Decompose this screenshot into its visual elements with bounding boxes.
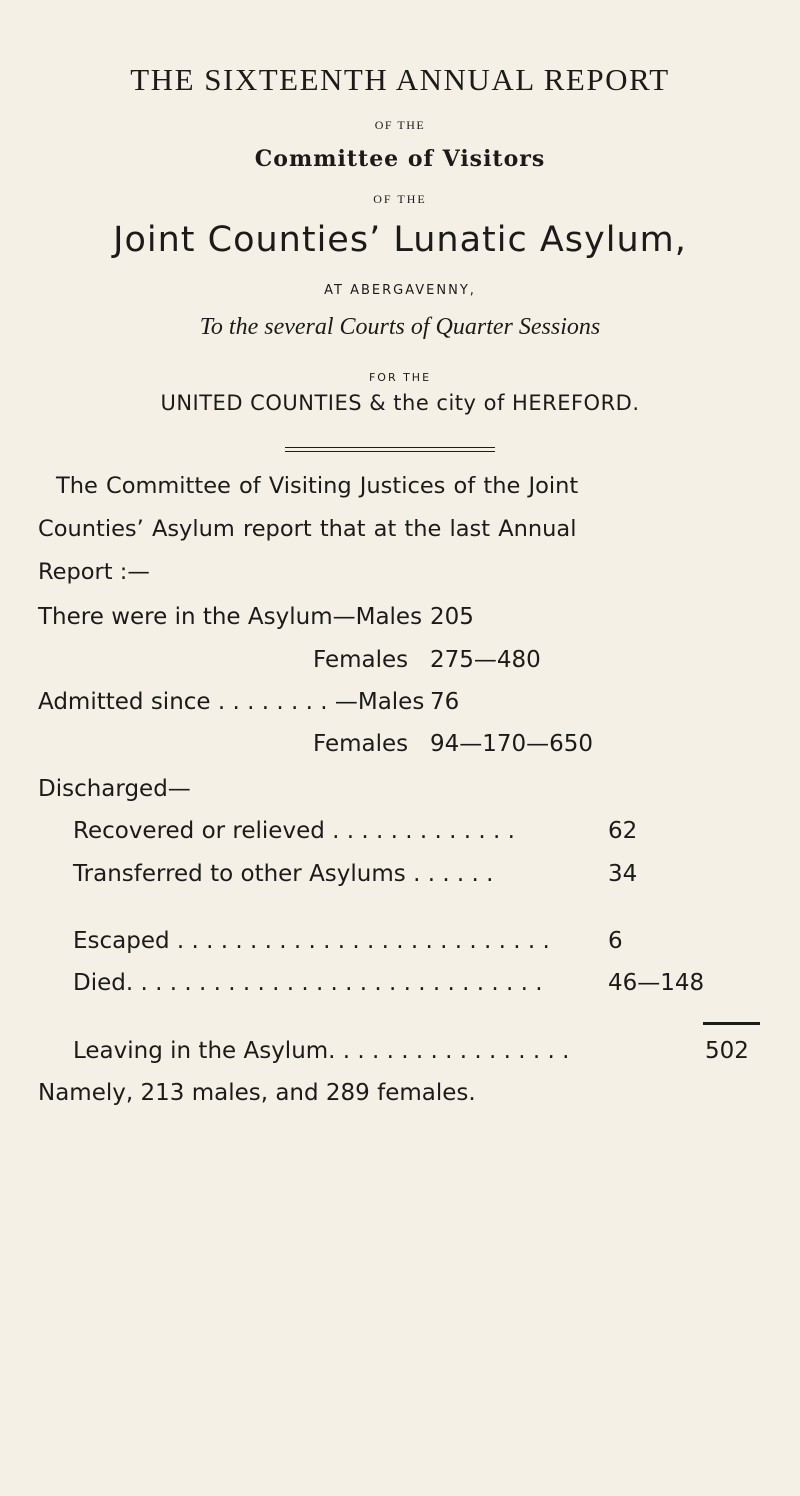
asylum-males-label: There were in the Asylum—Males [38, 604, 423, 630]
died-label: Died. . . . . . . . . . . . . . . . . . . . . . . . . . . . . [73, 970, 543, 996]
leaving-value: 502 [705, 1038, 749, 1064]
of-the-label-1: OF THE [374, 118, 426, 132]
died-value: 46—148 [608, 970, 705, 996]
transferred-value: 34 [608, 861, 638, 887]
admitted-females-value: 94—170—650 [430, 731, 594, 757]
asylum-name: Joint Counties’ Lunatic Asylum, [113, 220, 687, 260]
escaped-value: 6 [608, 928, 623, 954]
of-the-label-2: OF THE [373, 192, 427, 206]
asylum-females-label: Females [313, 647, 409, 673]
for-the-label: FOR THE [368, 371, 432, 384]
sum-rule [703, 1022, 760, 1025]
escaped-label: Escaped . . . . . . . . . . . . . . . . . . . . . . . . . . [73, 928, 550, 954]
location-line: AT ABERGAVENNY, [324, 283, 476, 298]
admitted-males-value: 76 [430, 689, 460, 715]
discharged-heading: Discharged— [38, 776, 191, 802]
counties-line: UNITED COUNTIES & the city of HEREFORD. [160, 391, 640, 415]
double-rule-bottom [285, 451, 495, 452]
recovered-value: 62 [608, 818, 638, 844]
asylum-males-value: 205 [430, 604, 474, 630]
committee-heading: Committee of Visitors [254, 146, 546, 172]
intro-line-3: Report :— [38, 559, 150, 585]
asylum-females-value: 275—480 [430, 647, 541, 673]
leaving-label: Leaving in the Asylum. . . . . . . . . . . . . . . . . [73, 1038, 570, 1064]
intro-line-2: Counties’ Asylum report that at the last Annual [38, 516, 577, 542]
admitted-males-label: Admitted since . . . . . . . . —Males [38, 689, 425, 715]
report-title: THE SIXTEENTH ANNUAL REPORT [130, 62, 670, 97]
intro-line-1: The Committee of Visiting Justices of the Joint [56, 473, 579, 499]
courts-line: To the several Courts of Quarter Sessions [199, 314, 601, 340]
recovered-label: Recovered or relieved . . . . . . . . . . . . . [73, 818, 515, 844]
namely-line: Namely, 213 males, and 289 females. [38, 1080, 476, 1106]
transferred-label: Transferred to other Asylums . . . . . . [73, 861, 494, 887]
admitted-females-label: Females [313, 731, 409, 757]
double-rule-top [285, 447, 495, 448]
